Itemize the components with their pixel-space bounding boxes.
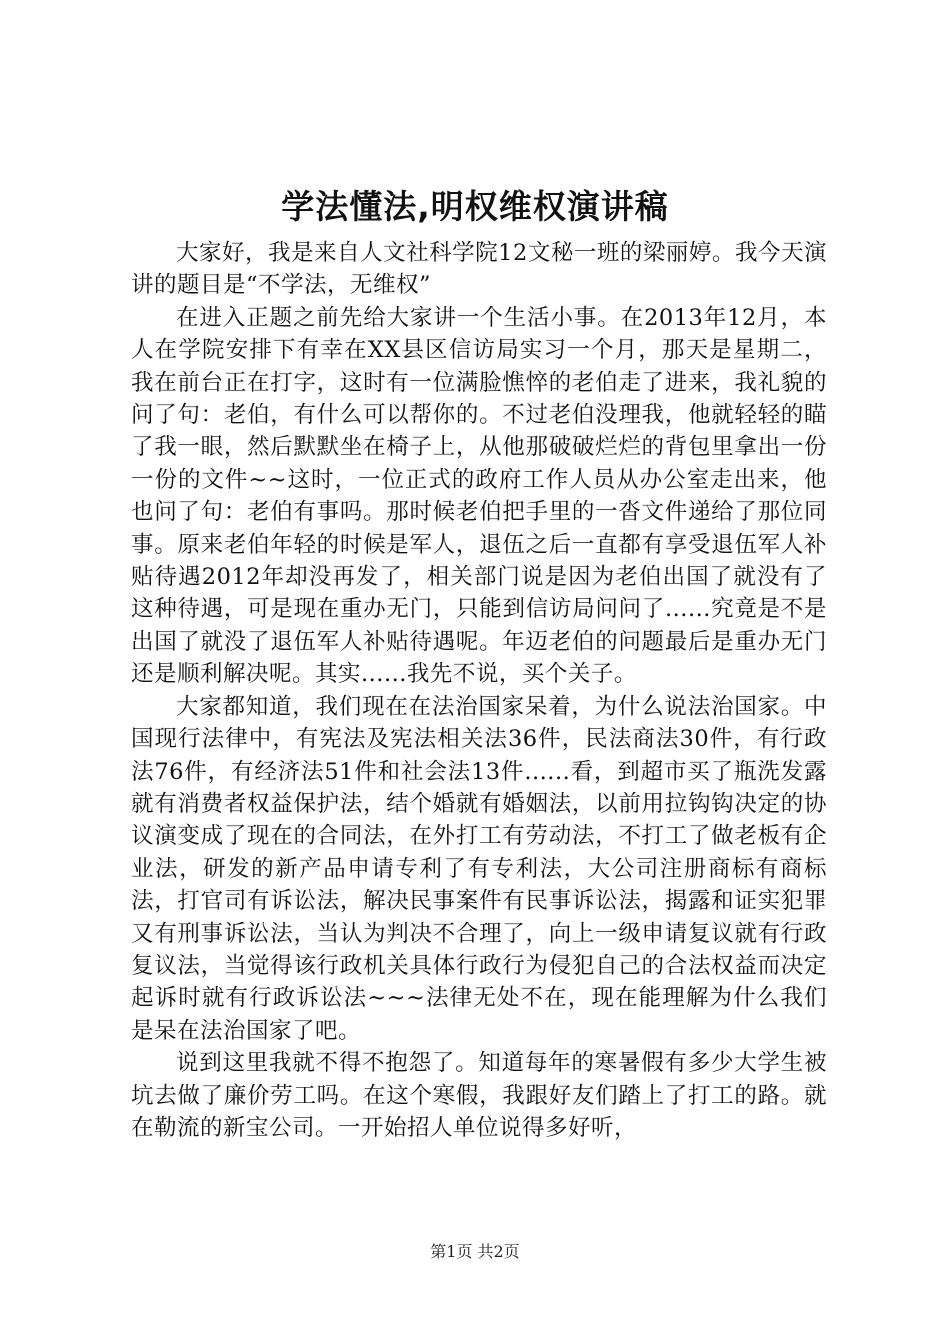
- document-body: [131, 237, 827, 1144]
- paragraph-rule-of-law: 大家都知道，我们现在在法治国家呆着，为什么说法治国家。中国现行法律中，有宪法及宪法相关法36件，民法商法30件，有行政法76件，有经济法51件和社会法13件......看，到超市买了瓶洗发露就有消费者权益保护法，结个婚就有婚姻法，以前用拉钩钩决定的协议演变成了现在的合同法，在外打工有劳动法，不打工了做老板有企业法，研发的新产品申请专利了有专利法，大公司注册商标有商标法，打官司有诉讼法，解决民事案件有民事诉讼法，揭露和证实犯罪又有刑事诉讼法，当认为判决不合理了，向上一级申请复议就有行政复议法，当觉得该行政机关具体行政行为侵犯自己的合法权益而决定起诉时就有行政诉讼法~~~法律无处不在，现在能理解为什么我们是呆在法治国家了吧。: [131, 693, 827, 1044]
- paragraph-greeting: 大家好，我是来自人文社科学院12文秘一班的梁丽婷。我今天演讲的题目是“不学法，无维权”: [131, 240, 827, 299]
- page-number-footer: 第1页 共2页: [430, 1242, 520, 1261]
- paragraph-story: 在进入正题之前先给大家讲一个生活小事。在2013年12月，本人在学院安排下有幸在XX县区信访局实习一个月，那天是星期二，我在前台正在打字，这时有一位满脸憔悴的老伯走了进来，我礼貌的问了句：老伯，有什么可以帮你的。不过老伯没理我，他就轻轻的瞄了我一眼，然后默默坐在椅子上，从他那破破烂烂的背包里拿出一份一份的文件~~这时，一位正式的政府工作人员从办公室走出来，他也问了句：老伯有事吗。那时候老伯把手里的一沓文件递给了那位同事。原来老伯年轻的时候是军人，退伍之后一直都有享受退伍军人补贴待遇2012年却没再发了，相关部门说是因为老伯出国了就没有了这种待遇，可是现在重办无门，只能到信访局问问了......究竟是不是出国了就没了退伍军人补贴待遇呢。年迈老伯的问题最后是重办无门还是顺利解决呢。其实......我先不说，买个关子。: [131, 304, 827, 688]
- document-title: 学法懂法,明权维权演讲稿: [281, 187, 669, 226]
- paragraph-complaint: 说到这里我就不得不抱怨了。知道每年的寒暑假有多少大学生被坑去做了廉价劳工吗。在这个寒假，我跟好友们踏上了打工的路。就在勒流的新宝公司。一开始招人单位说得多好听，: [131, 1050, 827, 1141]
